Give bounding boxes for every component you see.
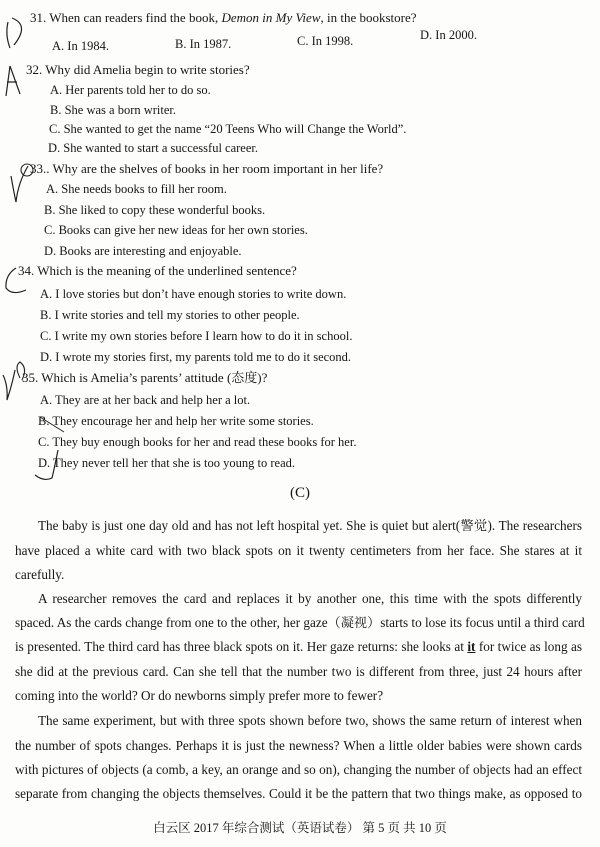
passage-line: The same experiment, but with three spots shown before two, shows the same return of interest when: [38, 713, 582, 728]
passage-line: coming into the world? Or do newborns simply prefer more to fewer?: [15, 688, 384, 703]
option-35-b: B. They encourage her and help her write some stories.: [38, 414, 314, 428]
option-32-c: C. She wanted to get the name “20 Teens Who will Change the World”.: [49, 122, 407, 136]
passage-text: is presented. The third card has three black spots on it. Her gaze returns: she looks at: [15, 639, 468, 654]
option-35-a: A. They are at her back and help her a lot.: [40, 393, 251, 407]
passage-line: with pictures of objects (a comb, a key, an orange and so on), changing the number of objects had an effect: [15, 762, 582, 777]
question-31: [30, 10, 417, 26]
passage-line: The baby is just one day old and has not left hospital yet. She is quiet but alert(警觉). The researchers: [38, 518, 582, 533]
option-31-b: B. In 1987.: [175, 37, 232, 51]
option-32-b: B. She was a born writer.: [50, 103, 177, 117]
passage-line: spaced. As the cards change from one to the other, her gaze（凝视）starts to lose its focus until a third card: [15, 615, 585, 630]
option-34-c: C. I write my own stories before I learn how to do it in school.: [40, 329, 353, 343]
page-footer: 白云区 2017 年综合测试（英语试卷） 第 5 页 共 10 页: [153, 821, 447, 835]
passage-line: have placed a white card with two black spots on it twenty centimeters from her face. She stares at it: [15, 543, 582, 558]
option-34-a: A. I love stories but don’t have enough stories to write down.: [40, 287, 347, 301]
question-34: [18, 263, 297, 279]
option-33-c: C. Books can give her new ideas for her own stories.: [44, 223, 308, 237]
passage-line: carefully.: [15, 567, 65, 582]
question-33: [30, 161, 383, 177]
option-33-a: A. She needs books to fill her room.: [46, 182, 227, 196]
option-35-d: D. They never tell her that she is too young to read.: [38, 456, 295, 470]
book-title: Demon in My View: [221, 10, 321, 25]
option-31-a: A. In 1984.: [52, 39, 109, 53]
question-number: 33..: [30, 161, 50, 176]
question-number: 34.: [18, 263, 35, 278]
option-34-b: B. I write stories and tell my stories to other people.: [40, 308, 300, 322]
passage-line: she did at the previous card. Can she tell that the number two is different from three, just 24 hours after: [15, 664, 582, 679]
underlined-word: it: [467, 639, 476, 654]
question-number: 35.: [22, 370, 39, 385]
option-34-d: D. I wrote my stories first, my parents told me to do it second.: [40, 350, 352, 364]
option-32-d: D. She wanted to start a successful career.: [48, 141, 258, 155]
passage-line: separate from changing the objects themselves. Could it be the pattern that two things make, as opposed to: [15, 786, 582, 801]
passage-text: for twice as long as: [475, 639, 582, 654]
question-text: Which is Amelia’s parents’ attitude (态度)?: [41, 370, 268, 385]
option-31-d: D. In 2000.: [420, 28, 477, 42]
question-number: 31.: [30, 10, 47, 25]
section-heading: (C): [290, 485, 310, 501]
question-text: When can readers find the book,: [49, 10, 222, 25]
question-35: [22, 370, 267, 386]
question-text: Why are the shelves of books in her room important in her life?: [52, 161, 384, 176]
option-31-c: C. In 1998.: [297, 34, 354, 48]
option-33-b: B. She liked to copy these wonderful books.: [44, 203, 266, 217]
question-32: [26, 62, 250, 78]
passage-line: the number of spots changes. Perhaps it is just the newness? When a little older babies were shown cards: [15, 738, 582, 753]
question-number: 32.: [26, 62, 43, 77]
question-text: Why did Amelia begin to write stories?: [45, 62, 250, 77]
option-32-a: A. Her parents told her to do so.: [50, 83, 211, 97]
option-35-c: C. They buy enough books for her and read these books for her.: [38, 435, 357, 449]
option-33-d: D. Books are interesting and enjoyable.: [44, 244, 242, 258]
question-text: Which is the meaning of the underlined sentence?: [37, 263, 297, 278]
passage-line: [15, 639, 582, 655]
passage-line: A researcher removes the card and replaces it by another one, this time with the spots differently: [38, 591, 582, 606]
question-text: , in the bookstore?: [320, 10, 417, 25]
